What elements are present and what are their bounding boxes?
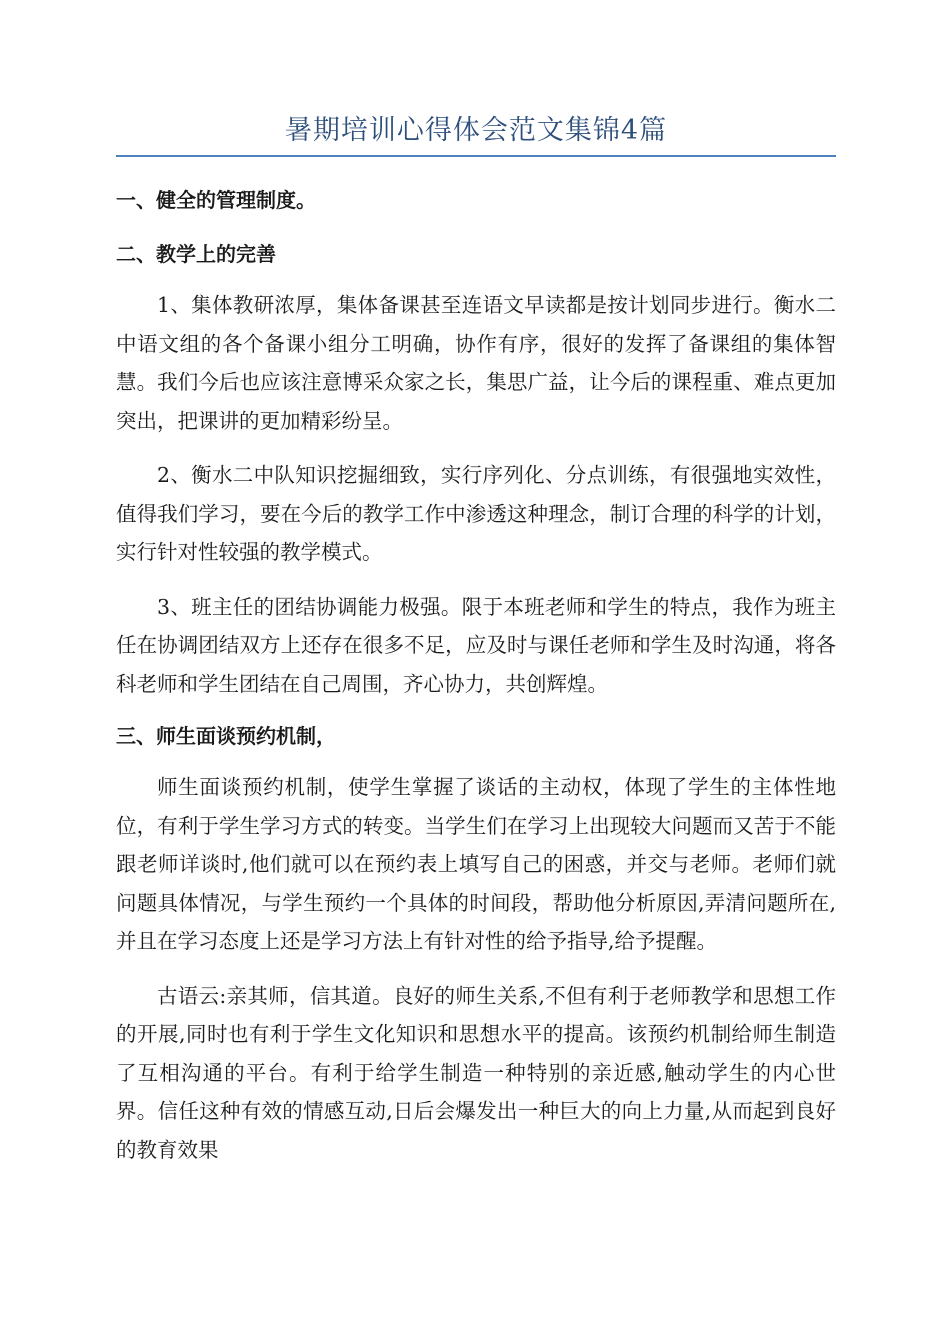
document-page — [116, 108, 836, 1169]
paragraph-1: 1、集体教研浓厚，集体备课甚至连语文早读都是按计划同步进行。衡水二中语文组的各个备课小组分工明确，协作有序，很好的发挥了备课组的集体智慧。我们今后也应该注意博采众家之长，集思广益，让今后的课程重、难点更加突出，把课讲的更加精彩纷呈。 — [116, 293, 836, 433]
paragraph-5: 古语云:亲其师，信其道。良好的师生关系,不但有利于老师教学和思想工作的开展,同时也有利于学生文化知识和思想水平的提高。该预约机制给师生制造了互相沟通的平台。有利于给学生制造一种特别的亲近感,触动学生的内心世界。信任这种有效的情感互动,日后会爆发出一种巨大的向上力量,从而起到良好的教育效果 — [116, 983, 836, 1162]
paragraph-3: 3、班主任的团结协调能力极强。限于本班老师和学生的特点，我作为班主任在协调团结双方上还存在很多不足，应及时与课任老师和学生及时沟通，将各科老师和学生团结在自己周围，齐心协力，共创辉煌。 — [116, 594, 836, 696]
paragraph-2: 2、衡水二中队知识挖掘细致，实行序列化、分点训练，有很强地实效性，值得我们学习，要在今后的教学工作中渗透这种理念，制订合理的科学的计划，实行针对性较强的教学模式。 — [116, 463, 836, 564]
section-heading-2: 二、教学上的完善 — [116, 242, 276, 266]
section-heading-1: 一、健全的管理制度。 — [116, 188, 316, 212]
section-heading-3: 三、师生面谈预约机制， — [116, 724, 336, 748]
paragraph-4: 师生面谈预约机制，使学生掌握了谈话的主动权，体现了学生的主体性地位，有利于学生学习方式的转变。当学生们在学习上出现较大问题而又苦于不能跟老师详谈时,他们就可以在预约表上填写自己的困惑，并交与老师。老师们就问题具体情况，与学生预约一个具体的时间段，帮助他分析原因,弄清问题所在,并且在学习态度上还是学习方法上有针对性的给予指导,给予提醒。 — [116, 775, 836, 953]
document-title: 暑期培训心得体会范文集锦4篇 — [116, 108, 836, 157]
